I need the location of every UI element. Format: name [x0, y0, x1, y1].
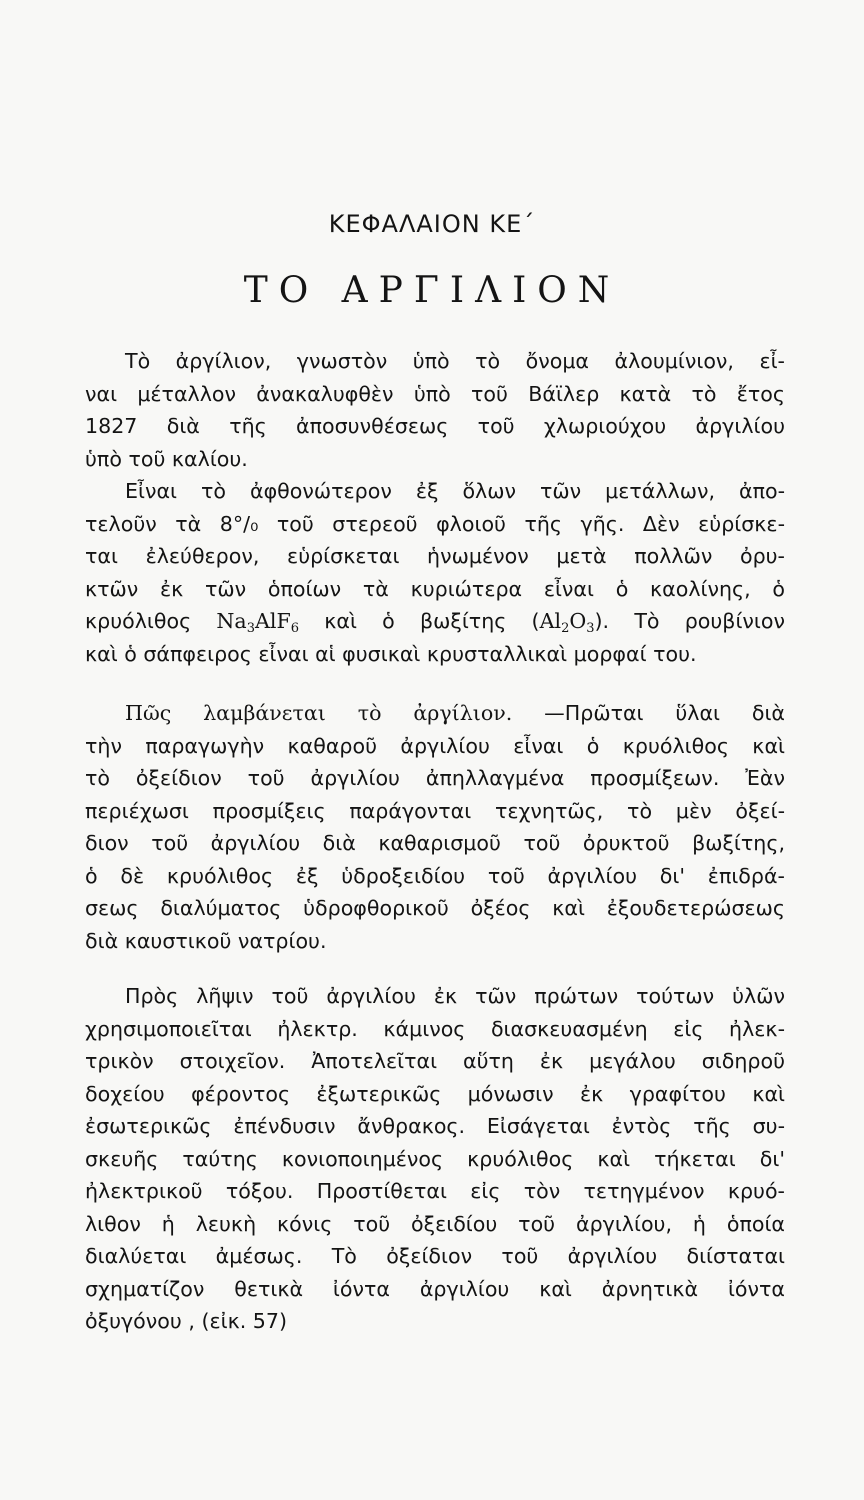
text-line: ὀξυγόνου , (εἰκ. 57) — [85, 1309, 288, 1333]
text-line: τὴν παραγωγὴν καθαροῦ ἀργιλίου εἶναι ὁ κρυόλιθος καὶ — [85, 733, 785, 758]
text-fragment: καὶ ὁ βωξίτης ( — [324, 609, 540, 633]
text-line: δοχείου φέροντος ἐξωτερικῶς μόνωσιν ἐκ γραφίτου καὶ — [85, 1081, 785, 1106]
text-line: ἠλεκτρικοῦ τόξου. Προστίθεται εἰς τὸν τετηγμένον κρυό- — [85, 1179, 785, 1203]
formula-part: AlF — [254, 609, 291, 633]
section-heading: Πῶς λαμβάνεται τὸ ἀργίλιον. — [125, 701, 513, 725]
text-line: χρησιμοποιεῖται ἠλεκτρ. κάμινος διασκευασμένη εἰς ἠλεκ- — [85, 1016, 785, 1041]
text-fragment: ). Τὸ ρουβίνιον — [594, 609, 785, 633]
text-line: ὁ δὲ κρυόλιθος ἐξ ὑδροξειδίου τοῦ ἀργιλίου δι' ἐπιδρά- — [85, 863, 785, 888]
formula-part: Al — [539, 609, 562, 633]
paragraph-occurrence — [85, 475, 785, 670]
text-line: Πρὸς λῆψιν τοῦ ἀργιλίου ἐκ τῶν πρώτων τούτων ὑλῶν — [125, 984, 785, 1008]
text-line: ἐσωτερικῶς ἐπένδυσιν ἄνθρακος. Εἰσάγεται ἐντὸς τῆς συ- — [85, 1114, 785, 1138]
formula-subscript: 3 — [246, 621, 255, 636]
text-fragment: κρυόλιθος — [85, 609, 192, 633]
text-line: λιθον ἡ λευκὴ κόνις τοῦ ὀξειδίου τοῦ ἀργιλίου, ἡ ὁποία — [85, 1211, 785, 1236]
text-line: ται ἐλεύθερον, εὑρίσκεται ἡνωμένον μετὰ πολλῶν ὀρυ- — [85, 544, 785, 568]
text-line: ναι μέταλλον ἀνακαλυφθὲν ὑπὸ τοῦ Βάϊλερ κατὰ τὸ ἔτος — [85, 381, 785, 406]
text-line: διὰ καυστικοῦ νατρίου. — [85, 928, 327, 953]
text-line: σχηματίζον θετικὰ ἰόντα ἀργιλίου καὶ ἀρνητικὰ ἰόντα — [85, 1276, 785, 1301]
text-line: διον τοῦ ἀργιλίου διὰ καθαρισμοῦ τοῦ ὀρυκτοῦ βωξίτης, — [85, 831, 785, 855]
text-line: Τὸ ἀργίλιον, γνωστὸν ὑπὸ τὸ ὄνομα ἀλουμίνιον, εἶ- — [125, 349, 785, 373]
text-line: τρικὸν στοιχεῖον. Ἀποτελεῖται αὕτη ἐκ μεγάλου σιδηροῦ — [85, 1049, 785, 1073]
formula-part: O — [569, 609, 587, 633]
text-line: σεως διαλύματος ὑδροφθορικοῦ ὀξέος καὶ ἐξουδετερώσεως — [85, 896, 785, 920]
paragraph-discovery — [85, 345, 785, 475]
text-line: σκευῆς ταύτης κονιοποιημένος κρυόλιθος καὶ τήκεται δι' — [85, 1146, 785, 1171]
text-line: διαλύεται ἀμέσως. Τὸ ὀξείδιον τοῦ ἀργιλίου διίσταται — [85, 1244, 785, 1268]
text-line-heading — [85, 697, 785, 730]
paragraph-electrolysis — [85, 980, 785, 1338]
chapter-heading: ΚΕΦΑΛΑΙΟΝ ΚΕ΄ — [328, 210, 536, 238]
formula-part: Na — [216, 609, 247, 633]
formula-subscript: 6 — [290, 621, 300, 636]
formula-subscript: 2 — [561, 621, 570, 636]
text-line: 1827 διὰ τῆς ἀποσυνθέσεως τοῦ χλωριούχου ἀργιλίου — [85, 414, 785, 438]
chapter-title: ΤΟ ΑΡΓΙΛΙΟΝ — [243, 270, 621, 311]
text-line: καὶ ὁ σάπφειρος εἶναι αἱ φυσικαὶ κρυσταλλικαὶ μορφαί του. — [85, 641, 697, 666]
formula-alumina — [539, 609, 595, 636]
text-line: περιέχωσι προσμίξεις παράγονται τεχνητῶς, τὸ μὲν ὀξεί- — [85, 798, 785, 823]
text-line: τὸ ὀξείδιον τοῦ ἀργιλίου ἀπηλλαγμένα προσμίξεων. Ἐὰν — [85, 766, 785, 790]
formula-subscript: 3 — [586, 621, 595, 636]
text-fragment: —Πρῶται ὕλαι διὰ — [512, 701, 785, 725]
text-line: κτῶν ἐκ τῶν ὁποίων τὰ κυριώτερα εἶναι ὁ καολίνης, ὁ — [85, 576, 785, 601]
text-line: Εἶναι τὸ ἀφθονώτερον ἐξ ὅλων τῶν μετάλλων, ἀπο- — [125, 479, 785, 503]
paragraph-production — [85, 697, 785, 957]
text-line: ὑπὸ τοῦ καλίου. — [85, 446, 248, 471]
formula-cryolite — [216, 609, 300, 636]
text-line: τελοῦν τὰ 8°/₀ τοῦ στερεοῦ φλοιοῦ τῆς γῆς. Δὲν εὑρίσκε- — [85, 511, 785, 536]
text-line-formulas — [85, 605, 785, 638]
